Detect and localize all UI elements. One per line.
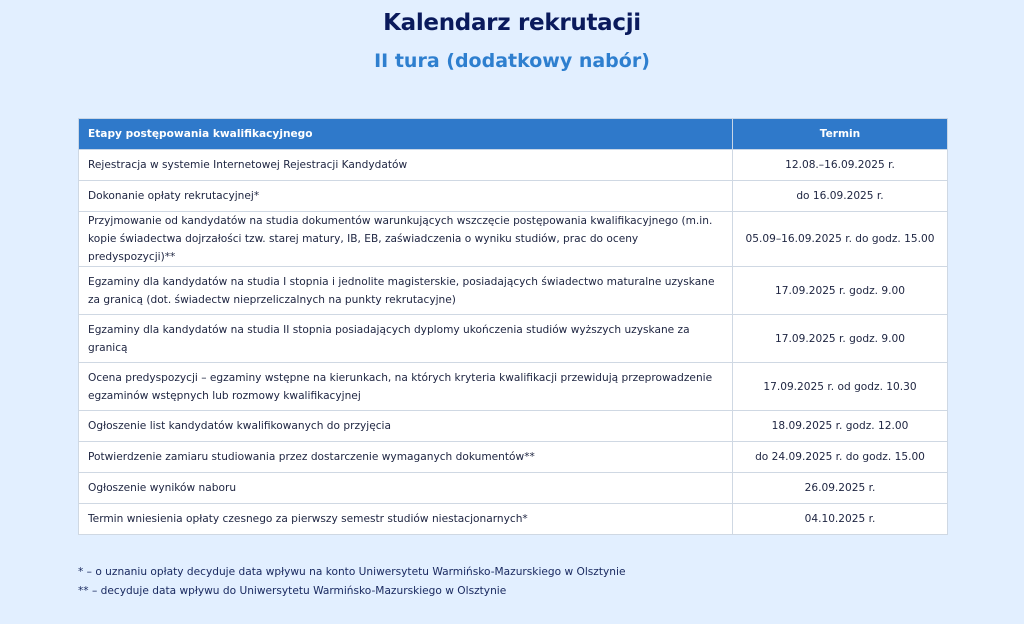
table-row [79, 315, 948, 363]
date-cell: 17.09.2025 r. godz. 9.00 [733, 315, 948, 363]
date-cell: do 24.09.2025 r. do godz. 15.00 [733, 442, 948, 473]
date-cell: 26.09.2025 r. [733, 473, 948, 504]
stage-cell: Ocena predyspozycji – egzaminy wstępne na kierunkach, na których kryteria kwalifikacji przewidują przeprowadzenie egzaminów wstępnych lub rozmowy kwalifikacyjnej [79, 363, 733, 411]
recruitment-calendar-table [78, 118, 948, 535]
stage-cell: Rejestracja w systemie Internetowej Rejestracji Kandydatów [79, 150, 733, 181]
date-cell: 17.09.2025 r. od godz. 10.30 [733, 363, 948, 411]
table-row [79, 363, 948, 411]
date-cell: 18.09.2025 r. godz. 12.00 [733, 411, 948, 442]
column-header-stage: Etapy postępowania kwalifikacyjnego [79, 119, 733, 150]
footnotes [78, 563, 625, 601]
stage-cell: Dokonanie opłaty rekrutacyjnej* [79, 181, 733, 212]
page-title: Kalendarz rekrutacji [383, 10, 641, 36]
date-cell: 05.09–16.09.2025 r. do godz. 15.00 [733, 212, 948, 267]
stage-cell: Potwierdzenie zamiaru studiowania przez dostarczenie wymaganych dokumentów** [79, 442, 733, 473]
stage-cell: Ogłoszenie wyników naboru [79, 473, 733, 504]
footnote-single-asterisk: * – o uznaniu opłaty decyduje data wpływu na konto Uniwersytetu Warmińsko-Mazurskiego w Olsztynie [78, 566, 626, 578]
table-row [79, 504, 948, 535]
date-cell: 17.09.2025 r. godz. 9.00 [733, 267, 948, 315]
table-row [79, 473, 948, 504]
table-row [79, 181, 948, 212]
stage-cell: Przyjmowanie od kandydatów na studia dokumentów warunkujących wszczęcie postępowania kwalifikacyjnego (m.in. kopie świadectwa dojrzałości tzw. starej matury, IB, EB, zaświadczenia o wyniku studiów, prac do oceny predyspozycji)** [79, 212, 733, 267]
stage-cell: Ogłoszenie list kandydatów kwalifikowanych do przyjęcia [79, 411, 733, 442]
footnote-double-asterisk: ** – decyduje data wpływu do Uniwersytetu Warmińsko-Mazurskiego w Olsztynie [78, 585, 507, 597]
stage-cell: Egzaminy dla kandydatów na studia II stopnia posiadających dyplomy ukończenia studiów wyższych uzyskane za granicą [79, 315, 733, 363]
stage-cell: Egzaminy dla kandydatów na studia I stopnia i jednolite magisterskie, posiadających świadectwo maturalne uzyskane za granicą (dot. świadectw nieprzeliczalnych na punkty rekrutacyjne) [79, 267, 733, 315]
table-row [79, 150, 948, 181]
table-row [79, 442, 948, 473]
stage-cell: Termin wniesienia opłaty czesnego za pierwszy semestr studiów niestacjonarnych* [79, 504, 733, 535]
page-subtitle: II tura (dodatkowy nabór) [374, 50, 650, 72]
date-cell: 12.08.–16.09.2025 r. [733, 150, 948, 181]
column-header-date: Termin [733, 119, 948, 150]
table-row [79, 411, 948, 442]
date-cell: 04.10.2025 r. [733, 504, 948, 535]
table-row [79, 267, 948, 315]
table-row [79, 212, 948, 267]
table-header-row [79, 119, 948, 150]
date-cell: do 16.09.2025 r. [733, 181, 948, 212]
